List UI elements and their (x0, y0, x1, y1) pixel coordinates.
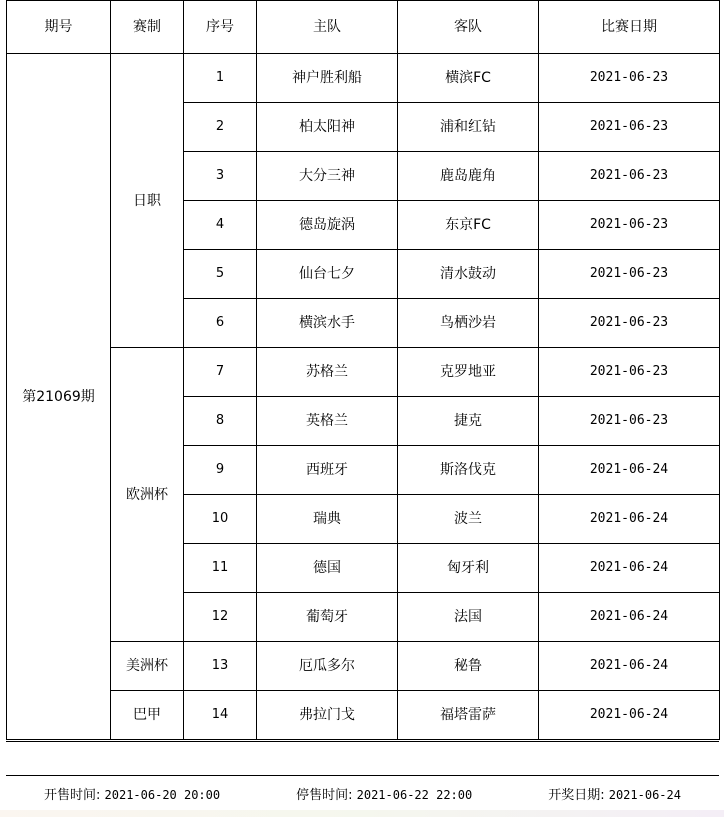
match-number: 14 (184, 691, 257, 740)
blank-row (6, 741, 719, 776)
table-row (7, 54, 720, 103)
match-number: 8 (184, 397, 257, 446)
draw-date-value: 2021-06-24 (608, 787, 681, 802)
home-team: 厄瓜多尔 (257, 642, 398, 691)
competition-name: 日职 (111, 54, 184, 348)
header-match-date: 比赛日期 (539, 1, 720, 54)
sale-end (296, 784, 472, 803)
match-number: 9 (184, 446, 257, 495)
sale-info-footer (6, 776, 719, 810)
home-team: 苏格兰 (257, 348, 398, 397)
competition-name: 美洲杯 (111, 642, 184, 691)
match-date: 2021-06-23 (539, 103, 720, 152)
match-date: 2021-06-23 (539, 348, 720, 397)
away-team: 鹿岛鹿角 (398, 152, 539, 201)
match-date: 2021-06-24 (539, 642, 720, 691)
away-team: 法国 (398, 593, 539, 642)
issue-number: 第21069期 (7, 54, 111, 740)
match-number: 6 (184, 299, 257, 348)
table-row (7, 642, 720, 691)
match-number: 12 (184, 593, 257, 642)
home-team: 大分三神 (257, 152, 398, 201)
match-number: 4 (184, 201, 257, 250)
sale-end-label: 停售时间: (296, 787, 353, 803)
home-team: 神户胜利船 (257, 54, 398, 103)
match-date: 2021-06-23 (539, 152, 720, 201)
sale-start-label: 开售时间: (43, 787, 101, 803)
match-table (6, 0, 720, 740)
match-number: 3 (184, 152, 257, 201)
away-team: 横滨FC (398, 54, 539, 103)
bottom-strip (0, 810, 724, 817)
away-team: 浦和红钻 (398, 103, 539, 152)
home-team: 弗拉门戈 (257, 691, 398, 740)
header-row (7, 1, 720, 54)
sale-start-value: 2021-06-20 20:00 (104, 787, 221, 802)
match-number: 10 (184, 495, 257, 544)
draw-date-label: 开奖日期: (548, 787, 605, 803)
match-date: 2021-06-24 (539, 446, 720, 495)
match-date: 2021-06-23 (539, 250, 720, 299)
match-date: 2021-06-24 (539, 593, 720, 642)
match-date: 2021-06-24 (539, 495, 720, 544)
home-team: 德岛旋涡 (257, 201, 398, 250)
home-team: 柏太阳神 (257, 103, 398, 152)
sale-end-value: 2021-06-22 22:00 (356, 787, 473, 802)
match-date: 2021-06-24 (539, 691, 720, 740)
home-team: 葡萄牙 (257, 593, 398, 642)
match-number: 7 (184, 348, 257, 397)
match-number: 1 (184, 54, 257, 103)
away-team: 克罗地亚 (398, 348, 539, 397)
table-row (7, 348, 720, 397)
match-number: 2 (184, 103, 257, 152)
away-team: 捷克 (398, 397, 539, 446)
draw-date (548, 784, 681, 803)
header-number: 序号 (184, 1, 257, 54)
home-team: 西班牙 (257, 446, 398, 495)
away-team: 斯洛伐克 (398, 446, 539, 495)
home-team: 德国 (257, 544, 398, 593)
home-team: 英格兰 (257, 397, 398, 446)
home-team: 仙台七夕 (257, 250, 398, 299)
match-date: 2021-06-23 (539, 397, 720, 446)
away-team: 匈牙利 (398, 544, 539, 593)
match-date: 2021-06-23 (539, 54, 720, 103)
header-away-team: 客队 (398, 1, 539, 54)
away-team: 秘鲁 (398, 642, 539, 691)
away-team: 鸟栖沙岩 (398, 299, 539, 348)
sale-start (44, 784, 220, 803)
table-row (7, 691, 720, 740)
match-date: 2021-06-23 (539, 201, 720, 250)
match-number: 5 (184, 250, 257, 299)
competition-name: 巴甲 (111, 691, 184, 740)
match-date: 2021-06-23 (539, 299, 720, 348)
header-competition: 赛制 (111, 1, 184, 54)
header-issue: 期号 (7, 1, 111, 54)
away-team: 福塔雷萨 (398, 691, 539, 740)
home-team: 横滨水手 (257, 299, 398, 348)
match-date: 2021-06-24 (539, 544, 720, 593)
match-number: 11 (184, 544, 257, 593)
away-team: 清水鼓动 (398, 250, 539, 299)
header-home-team: 主队 (257, 1, 398, 54)
match-number: 13 (184, 642, 257, 691)
table-body (7, 54, 720, 740)
away-team: 波兰 (398, 495, 539, 544)
competition-name: 欧洲杯 (111, 348, 184, 642)
away-team: 东京FC (398, 201, 539, 250)
home-team: 瑞典 (257, 495, 398, 544)
